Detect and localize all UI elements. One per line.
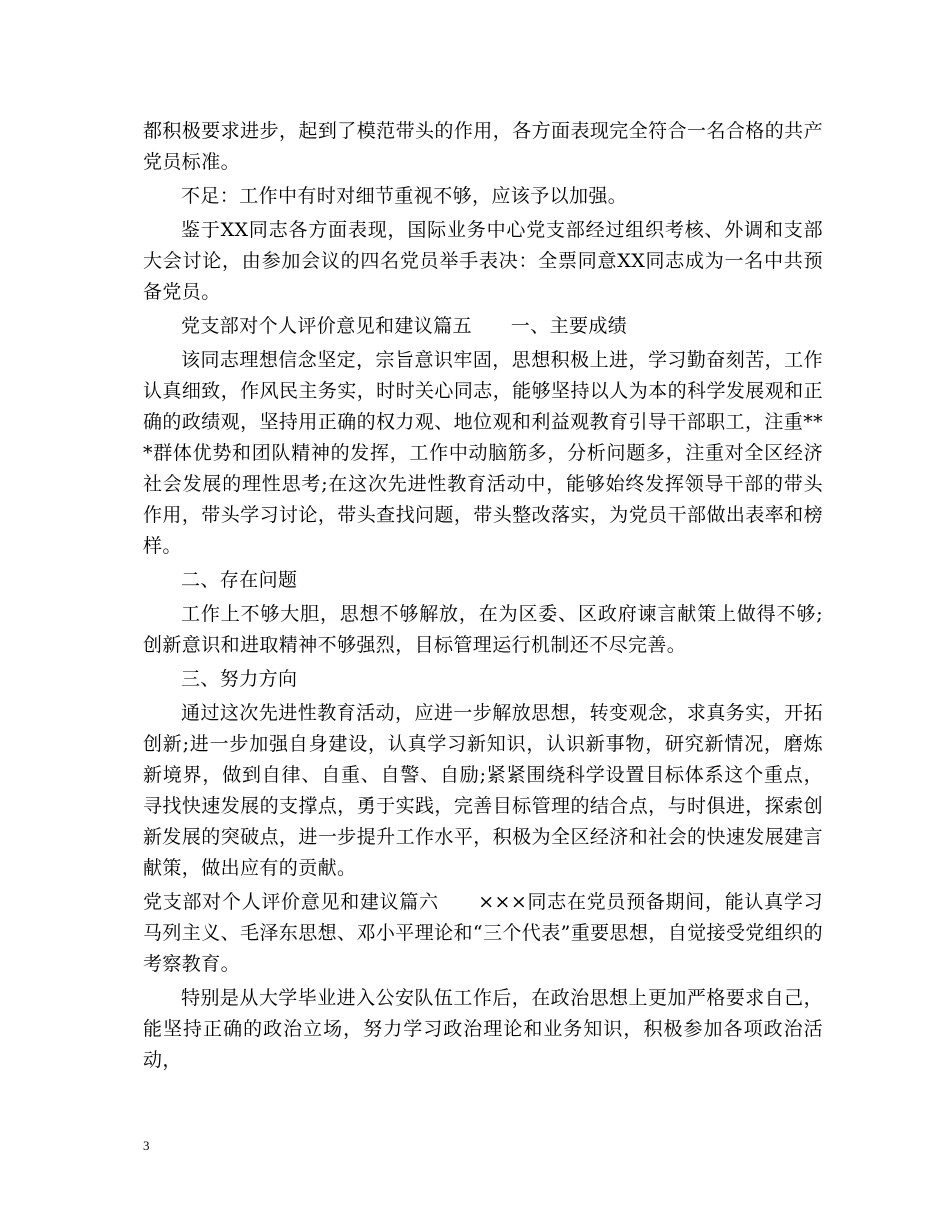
section-heading-5: 党支部对个人评价意见和建议篇五 一、主要成绩 bbox=[181, 315, 628, 337]
paragraph-3: 鉴于XX同志各方面表现，国际业务中心党支部经过组织考核、外调和支部大会讨论，由参加会议的四名党员举手表决：全票同意XX同志成为一名中共预备党员。 bbox=[143, 219, 823, 303]
paragraph-1: 都积极要求进步，起到了模范带头的作用，各方面表现完全符合一名合格的共产党员标准。 bbox=[143, 120, 823, 173]
section-heading-6: 党支部对个人评价意见和建议篇六 ×××同志在党员预备期间，能认真学习马列主义、毛泽东思想、邓小平理论和“三个代表”重要思想，自觉接受党组织的考察教育。 bbox=[143, 891, 823, 975]
paragraph-9: 通过这次先进性教育活动，应进一步解放思想，转变观念，求真务实，开拓创新;进一步加强自身建设，认真学习新知识，认识新事物，研究新情况，磨炼新境界，做到自律、自重、自警、自励;紧紧围绕科学设置目标体系这个重点，寻找快速发展的支撑点，勇于实践，完善目标管理的结合点，与时俱进，探索创新发展的突破点，进一步提升工作水平，积极为全区经济和社会的快速发展建言献策，做出应有的贡献。 bbox=[143, 702, 823, 879]
paragraph-5: 该同志理想信念坚定，宗旨意识牢固，思想积极上进，学习勤奋刻苦，工作认真细致，作风民主务实，时时关心同志，能够坚持以人为本的科学发展观和正确的政绩观，坚持用正确的权力观、地位观和利益观教育引导干部职工，注重***群体优势和团队精神的发挥，工作中动脑筋多，分析问题多，注重对全区经济社会发展的理性思考;在这次先进性教育活动中，能够始终发挥领导干部的带头作用，带头学习讨论，带头查找问题，带头整改落实，为党员干部做出表率和榜样。 bbox=[143, 349, 823, 557]
document-body bbox=[143, 116, 823, 1079]
subheading-direction: 三、努力方向 bbox=[181, 668, 298, 690]
subheading-problems: 二、存在问题 bbox=[181, 569, 298, 591]
paragraph-2: 不足：工作中有时对细节重视不够，应该予以加强。 bbox=[181, 185, 628, 207]
paragraph-11: 特别是从大学毕业进入公安队伍工作后，在政治思想上更加严格要求自己，能坚持正确的政治立场，努力学习政治理论和业务知识，积极参加各项政治活动， bbox=[143, 987, 823, 1071]
page-number: 3 bbox=[143, 1138, 150, 1153]
paragraph-7: 工作上不够大胆，思想不够解放，在为区委、区政府谏言献策上做得不够;创新意识和进取精神不够强烈，目标管理运行机制还不尽完善。 bbox=[143, 603, 823, 656]
